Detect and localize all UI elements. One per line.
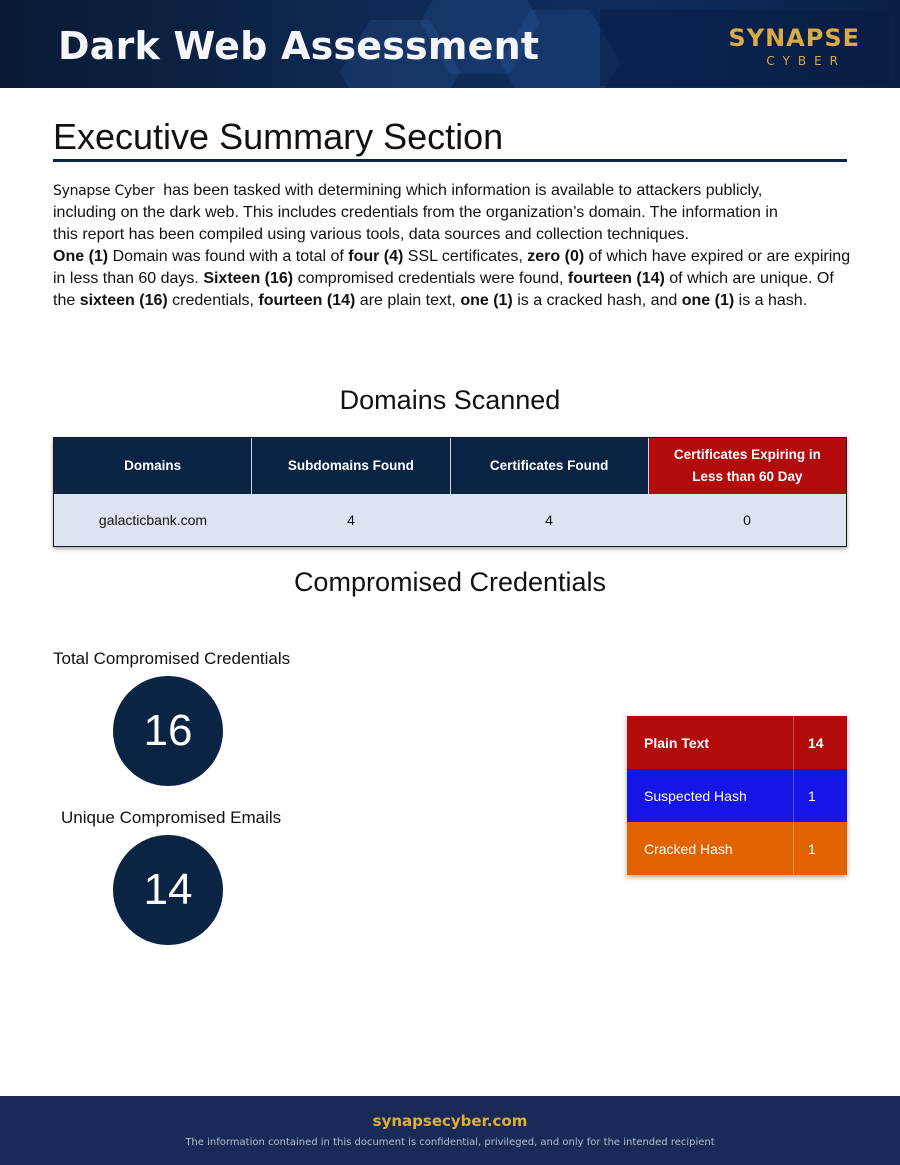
column-header: Certificates Found [451,438,649,494]
column-header: Subdomains Found [252,438,450,494]
credential-type: Cracked Hash [627,822,794,875]
finding-count: One (1) [53,248,109,265]
intro-line-1: has been tasked with determining which information is available to attackers publicly, [163,182,763,199]
finding-count: fourteen (14) [258,292,356,309]
finding-count: zero (0) [527,248,585,265]
table-row [627,769,847,822]
finding-text: compromised credentials were found, [293,270,568,287]
domain-cell: galacticbank.com [98,512,208,528]
table-row [627,822,847,875]
org-name: Synapse Cyber [53,183,155,199]
finding-text: are plain text, [355,292,461,309]
credential-count: 1 [808,787,816,804]
report-title: Dark Web Assessment [58,24,540,68]
unique-emails-circle: 14 [113,835,223,945]
finding-count: sixteen (16) [79,292,168,309]
finding-text: SSL certificates, [403,248,528,265]
header-banner [0,0,900,88]
intro-line-2: including on the dark web. This includes credentials from the organization’s domain. The information in [53,204,778,221]
credential-count: 1 [808,840,816,857]
summary-paragraph-findings [53,246,853,312]
logo-subtitle: CYBER [766,54,846,68]
finding-text: of which have expired or are expiring in less than 60 days. [53,248,851,287]
finding-count: one (1) [460,292,513,309]
total-credentials-label: Total Compromised Credentials [53,649,291,668]
subdomains-cell: 4 [347,512,355,528]
credential-type: Suspected Hash [627,769,794,822]
section-divider [53,159,847,162]
finding-count: Sixteen (16) [203,270,294,287]
domains-table [53,437,847,547]
expiring-cell: 0 [743,512,751,528]
domains-scanned-title: Domains Scanned [339,385,561,415]
logo [600,10,890,86]
intro-line-3: this report has been compiled using various tools, data sources and collection techniques. [53,226,689,243]
finding-count: one (1) [681,292,735,309]
footer [0,1096,900,1165]
total-credentials-circle: 16 [113,676,223,786]
table-row [627,716,847,769]
column-header-expiring: Certificates Expiring in Less than 60 Day [649,438,846,494]
column-header: Domains [54,438,252,494]
logo-wordmark: SYNAPSE [728,24,860,52]
summary-paragraph-intro [53,180,853,246]
finding-text: of which are unique. Of the [53,270,834,309]
credential-type: Plain Text [627,716,794,769]
credential-count: 14 [808,734,824,751]
section-title: Executive Summary Section [53,116,504,157]
finding-text: Domain was found with a total of [108,248,349,265]
unique-emails-label: Unique Compromised Emails [61,808,282,827]
finding-text: is a cracked hash, and [512,292,682,309]
table-row [54,494,846,546]
finding-count: four (4) [348,248,404,265]
credential-type-table [627,716,847,875]
confidentiality-notice: The information contained in this document is confidential, privileged, and only for the intended recipient [185,1137,715,1148]
finding-text: credentials, [167,292,259,309]
summary-text [53,180,853,312]
finding-text: is a hash. [734,292,808,309]
finding-count: fourteen (14) [567,270,665,287]
certificates-cell: 4 [545,512,553,528]
compromised-credentials-title: Compromised Credentials [293,567,607,597]
domains-table-header [54,438,846,494]
footer-website: synapsecyber.com [372,1112,528,1130]
